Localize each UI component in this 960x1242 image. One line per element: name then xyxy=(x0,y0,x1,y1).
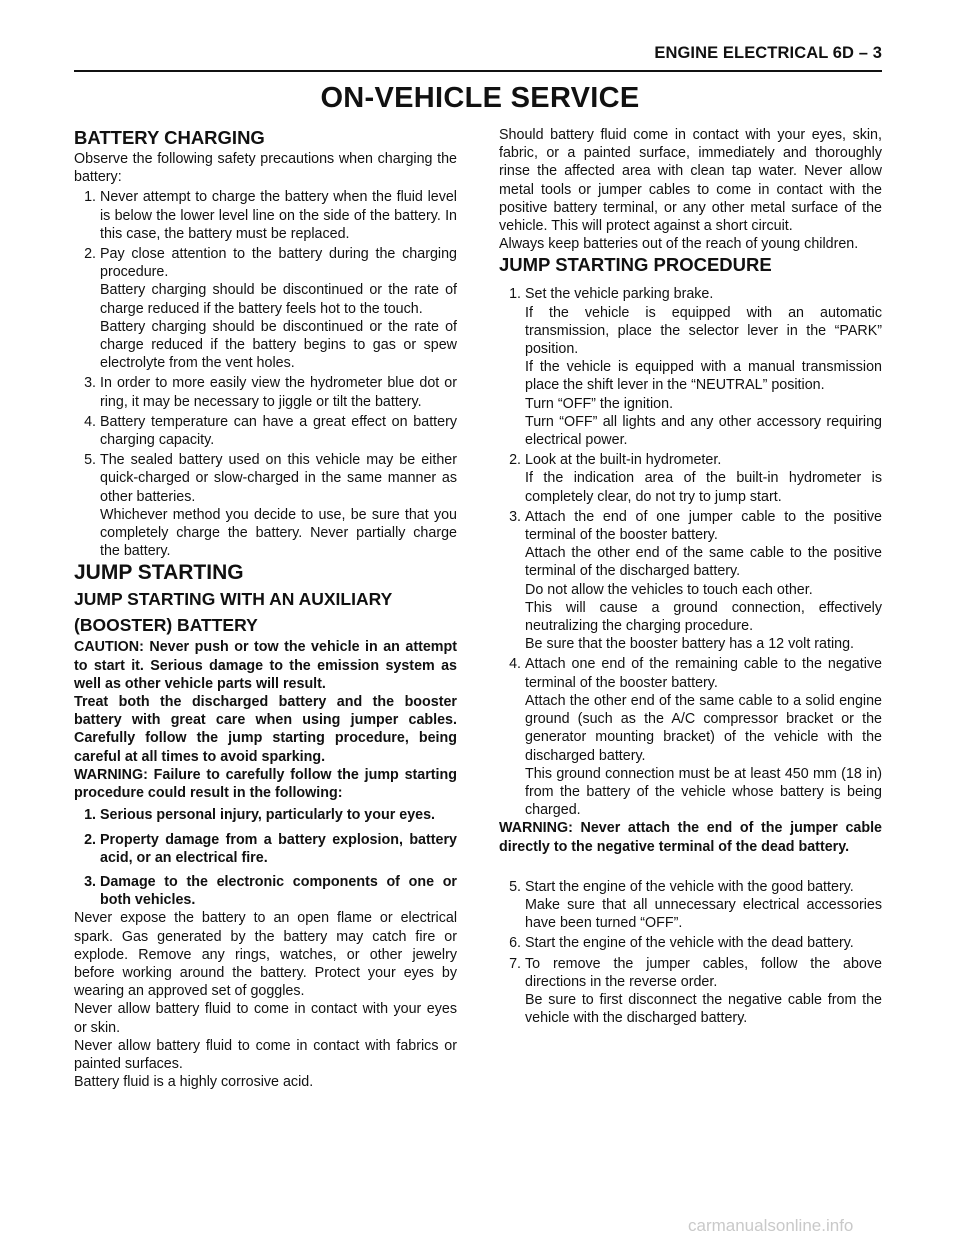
watermark: carmanualsonline.info xyxy=(688,1216,854,1235)
step-item xyxy=(499,285,882,303)
never-expose-text: Never expose the battery to an open flame or electrical spark. Gas generated by the battery may catch fire or explode. Remove any rings, watches, or other jewelry before working around the battery. Protect your eyes by wearing an approved set of goggles. xyxy=(74,910,457,1000)
item-text: Property damage from a battery explosion, battery acid, or an electrical fire. xyxy=(100,831,457,866)
item-number: 3. xyxy=(509,508,521,525)
warning-text: WARNING: Failure to carefully follow the jump starting procedure could result in the following: xyxy=(74,766,457,802)
never-allow-fabric-text: Never allow battery fluid to come in contact with fabrics or painted surfaces. xyxy=(74,1037,457,1072)
list-item xyxy=(74,188,457,243)
warning-item xyxy=(74,873,457,909)
item-text: Start the engine of the vehicle with the good battery. xyxy=(525,878,854,895)
heading-jump-procedure: JUMP STARTING PROCEDURE xyxy=(499,254,772,276)
item-text: The sealed battery used on this vehicle may be either quick-charged or slow-charged in the same manner as other batteries. xyxy=(100,452,457,505)
header-rule xyxy=(74,70,882,72)
caution-text: CAUTION: Never push or tow the vehicle in an attempt to start it. Serious damage to the emission system as well as other vehicle parts will result. xyxy=(74,639,457,692)
step-item xyxy=(499,878,882,896)
item-text: To remove the jumper cables, follow the above directions in the reverse order. xyxy=(525,955,882,990)
item-text: Pay close attention to the battery during the charging procedure. xyxy=(100,246,457,281)
warning-item xyxy=(74,831,457,867)
item-number: 6. xyxy=(509,935,521,952)
step-item xyxy=(499,451,882,469)
sub-paragraph: This will cause a ground connection, effectively neutralizing the charging procedure. xyxy=(525,599,882,635)
page-header: ENGINE ELECTRICAL 6D – 3 xyxy=(654,44,882,62)
list-item xyxy=(74,245,457,281)
sub-paragraph: Make sure that all unnecessary electrical accessories have been turned “OFF”. xyxy=(525,896,882,932)
page-title: ON-VEHICLE SERVICE xyxy=(320,82,640,114)
item-text: Battery temperature can have a great effect on battery charging capacity. xyxy=(100,413,457,449)
sub-paragraph: If the vehicle is equipped with a manual transmission place the shift lever in the “NEUTRAL” position. xyxy=(525,359,882,394)
should-text: Should battery fluid come in contact with your eyes, skin, fabric, or a painted surface, immediately and thoroughly rinse the affected area with clean tap water. Never allow metal tools or jumper cables to come in contact with the positive battery terminal, or any other metal surface of the vehicle. This will protect against a short circuit. xyxy=(499,127,882,235)
never-allow-text: Never allow battery fluid to come in contact with your eyes or skin. xyxy=(74,1001,457,1036)
item-text: Never attempt to charge the battery when the fluid level is below the lower level line on the side of the battery. In this case, the battery must be replaced. xyxy=(100,189,457,242)
sub-paragraph: Turn “OFF” all lights and any other accessory requiring electrical power. xyxy=(525,413,882,449)
warning-item xyxy=(74,806,457,824)
sub-paragraph: Be sure that the booster battery has a 12 volt rating. xyxy=(525,636,855,653)
item-number: 5. xyxy=(509,878,521,895)
always-text: Always keep batteries out of the reach of young children. xyxy=(499,236,859,253)
sub-paragraph: Attach the other end of the same cable to a solid engine ground (such as the A/C compressor bracket or the generator mounting bracket) of the vehicle with the discharged battery. xyxy=(525,692,882,764)
step-item xyxy=(499,955,882,991)
charging-intro: Observe the following safety precautions when charging the battery: xyxy=(74,151,457,186)
item-text: Attach one end of the remaining cable to the negative terminal of the booster battery. xyxy=(525,656,882,691)
item-number: 2. xyxy=(84,246,96,263)
item-text: Start the engine of the vehicle with the dead battery. xyxy=(525,935,854,952)
treat-text: Treat both the discharged battery and the booster battery with great care when using jumper cables. Carefully follow the jump starting procedure, being careful at all times to avoid sparking. xyxy=(74,694,457,765)
sub-paragraph: Attach the other end of the same cable to the positive terminal of the discharged battery. xyxy=(525,545,882,580)
item-text: Set the vehicle parking brake. xyxy=(525,286,714,303)
item-number: 7. xyxy=(509,955,521,972)
item-number: 5. xyxy=(84,452,96,469)
left-column xyxy=(74,126,457,1091)
corrosive-text: Battery fluid is a highly corrosive acid. xyxy=(74,1074,314,1091)
heading-auxiliary-line2: (BOOSTER) BATTERY xyxy=(74,615,258,636)
sub-paragraph: Battery charging should be discontinued or the rate of charge reduced if the battery begins to gas or spew electrolyte from the vent holes. xyxy=(100,318,457,372)
sub-paragraph: Do not allow the vehicles to touch each other. xyxy=(525,581,813,598)
item-number: 4. xyxy=(84,413,96,430)
heading-auxiliary-line1: JUMP STARTING WITH AN AUXILIARY xyxy=(74,589,393,610)
warning-dead-battery: WARNING: Never attach the end of the jumper cable directly to the negative terminal of the dead battery. xyxy=(499,820,882,855)
item-number: 4. xyxy=(509,656,521,673)
list-item xyxy=(74,451,457,506)
list-item xyxy=(74,374,457,410)
sub-paragraph: If the indication area of the built-in hydrometer is completely clear, do not try to jump start. xyxy=(525,470,882,505)
item-number: 2. xyxy=(509,452,521,469)
item-number: 1. xyxy=(84,807,96,824)
step-item xyxy=(499,934,882,952)
heading-jump-starting: JUMP STARTING xyxy=(74,561,244,585)
sub-paragraph: Battery charging should be discontinued or the rate of charge reduced if the battery feels hot to the touch. xyxy=(100,282,457,317)
item-text: Attach the end of one jumper cable to the positive terminal of the booster battery. xyxy=(525,508,882,544)
heading-battery-charging: BATTERY CHARGING xyxy=(74,127,265,148)
sub-paragraph: This ground connection must be at least 450 mm (18 in) from the battery of the vehicle whose battery is being charged. xyxy=(525,765,882,819)
item-number: 2. xyxy=(84,831,96,848)
item-number: 1. xyxy=(509,286,521,303)
sub-paragraph: Turn “OFF” the ignition. xyxy=(525,395,674,412)
item-text: Serious personal injury, particularly to your eyes. xyxy=(100,807,436,824)
step-item xyxy=(499,655,882,691)
sub-paragraph: If the vehicle is equipped with an automatic transmission, place the selector lever in the “PARK” position. xyxy=(525,304,882,358)
item-text: In order to more easily view the hydrometer blue dot or ring, it may be necessary to jiggle or tilt the battery. xyxy=(100,375,457,410)
item-text: Damage to the electronic components of one or both vehicles. xyxy=(100,873,457,909)
item-number: 3. xyxy=(84,873,96,890)
step-item xyxy=(499,508,882,544)
item-text: Look at the built-in hydrometer. xyxy=(525,452,722,469)
item-number: 3. xyxy=(84,375,96,392)
sub-paragraph: Whichever method you decide to use, be sure that you completely charge the battery. Never partially charge the battery. xyxy=(100,506,457,560)
right-column xyxy=(499,126,882,1027)
list-item xyxy=(74,413,457,449)
item-number: 1. xyxy=(84,189,96,206)
sub-paragraph: Be sure to first disconnect the negative cable from the vehicle with the discharged battery. xyxy=(525,991,882,1027)
